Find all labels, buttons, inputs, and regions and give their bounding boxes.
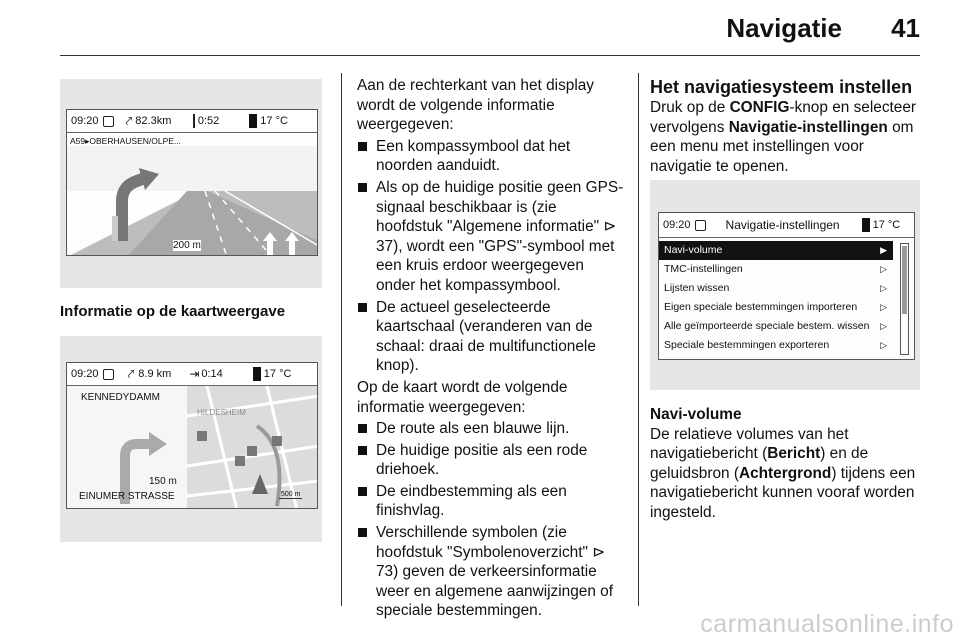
distance-icon: ⤤ bbox=[125, 113, 133, 128]
parking-icon bbox=[235, 456, 245, 466]
menu-item-clear-lists[interactable]: Lijsten wissen ▷ bbox=[659, 279, 893, 298]
clock-icon bbox=[695, 220, 706, 231]
bullet-icon bbox=[358, 424, 367, 433]
display-screen bbox=[66, 362, 318, 509]
list-item: Verschillende symbolen (zie hoofdstuk "Symbolenoverzicht" ⊳ 73) geven de verkeersinformatie weer en algemene aanwijzingen of speciale bestemmingen. bbox=[357, 523, 625, 621]
chevron-right-icon: ▷ bbox=[880, 302, 887, 312]
bullet-icon bbox=[358, 142, 367, 151]
scrollbar[interactable] bbox=[900, 243, 909, 355]
figure-settings-screen bbox=[650, 180, 920, 390]
thermometer-icon bbox=[253, 367, 261, 381]
turn-distance: 200 m bbox=[173, 240, 201, 251]
time-text: 09:20 bbox=[71, 115, 99, 127]
chevron-right-icon: ▷ bbox=[880, 340, 887, 350]
temperature-text: 17 °C bbox=[872, 219, 901, 231]
menu-item-export[interactable]: Speciale bestemmingen exporteren ▷ bbox=[659, 336, 893, 355]
paragraph: De relatieve volumes van het navigatiebericht (Bericht) en de geluidsbron (Achtergrond) tijdens een navigatiebericht kunnen vooraf worden ingesteld. bbox=[650, 425, 916, 521]
column-3-text bbox=[650, 76, 920, 176]
figure-map-screen-1 bbox=[60, 79, 322, 288]
section-heading: Het navigatiesysteem instellen bbox=[650, 77, 913, 97]
paragraph: Op de kaart wordt de volgende informatie weergegeven: bbox=[357, 378, 568, 416]
chevron-right-icon: ▷ bbox=[880, 321, 887, 331]
list-item: De actueel geselecteerde kaartschaal (veranderen van de schaal: draai de multifunctionele knop). bbox=[357, 298, 625, 376]
time-text: 09:20 bbox=[71, 368, 99, 380]
watermark: carmanualsonline.info bbox=[700, 610, 954, 638]
list-item: Een kompassymbool dat het noorden aanduidt. bbox=[357, 137, 625, 176]
page-title: Navigatie bbox=[726, 13, 842, 43]
duration-text: 0:52 bbox=[197, 115, 220, 127]
thermometer-icon bbox=[249, 114, 257, 128]
thermometer-icon bbox=[862, 218, 870, 232]
bullet-icon bbox=[358, 528, 367, 537]
figure-caption: Informatie op de kaartweergave bbox=[60, 303, 286, 320]
list-item: De eindbestemming als een finishvlag. bbox=[357, 482, 625, 521]
list-item: Als op de huidige positie geen GPS-signaal beschikbaar is (zie hoofdstuk "Algemene informatie" ⊳ 37), wordt een "GPS"-symbool met een kruis erdoor weergegeven onder het kompassymbool. bbox=[357, 178, 625, 296]
column-divider-2 bbox=[638, 73, 639, 606]
parking-icon bbox=[272, 436, 282, 446]
column-3-text-lower bbox=[650, 405, 920, 523]
subheading: Navi-volume bbox=[650, 406, 742, 423]
street-name-bottom: EINUMER STRASSE bbox=[79, 491, 175, 502]
chevron-right-icon: ▷ bbox=[880, 264, 887, 274]
chevron-right-icon: ▷ bbox=[880, 283, 887, 293]
list-item: De huidige positie als een rode driehoek. bbox=[357, 441, 625, 480]
distance-text: 82.3km bbox=[135, 115, 172, 127]
bullet-icon bbox=[358, 446, 367, 455]
menu-item-delete-imported[interactable]: Alle geïmporteerde speciale bestem. wissen ▷ bbox=[659, 317, 893, 336]
bullet-icon bbox=[358, 183, 367, 192]
scrollbar-thumb[interactable] bbox=[902, 246, 907, 314]
temperature-text: 17 °C bbox=[260, 115, 288, 127]
menu-item-navi-volume[interactable]: Navi-volume ▶ bbox=[659, 241, 893, 260]
distance-text: 8.9 km bbox=[138, 368, 172, 380]
map-city-label: HILDESHEIM bbox=[197, 408, 246, 417]
menu-item-tmc[interactable]: TMC-instellingen ▷ bbox=[659, 260, 893, 279]
temperature-text: 17 °C bbox=[263, 368, 292, 380]
status-bar bbox=[67, 110, 317, 133]
column-divider-1 bbox=[341, 73, 342, 606]
display-screen bbox=[658, 212, 915, 360]
parking-icon bbox=[197, 431, 207, 441]
time-text: 09:20 bbox=[663, 219, 691, 231]
turn-distance: 150 m bbox=[149, 476, 177, 487]
distance-icon: ⤤ bbox=[127, 366, 135, 381]
paragraph: Druk op de CONFIG-knop en selecteer vervolgens Navigatie-instellingen om een menu met instellingen voor navigatie te openen. bbox=[650, 99, 917, 175]
page-header bbox=[60, 0, 920, 56]
menu-item-import[interactable]: Eigen speciale bestemmingen importeren ▷ bbox=[659, 298, 893, 317]
column-2-text bbox=[357, 76, 625, 623]
chevron-right-icon: ▶ bbox=[880, 245, 887, 255]
display-screen bbox=[66, 109, 318, 256]
bullet-list-2 bbox=[357, 419, 625, 621]
map-scale: 500 m bbox=[281, 491, 301, 498]
screen-title: Navigatie-instellingen bbox=[725, 218, 840, 232]
arrival-icon: ⇥ bbox=[189, 367, 200, 381]
bullet-list-1 bbox=[357, 137, 625, 376]
parking-icon bbox=[247, 446, 257, 456]
paragraph: Aan de rechterkant van het display wordt de volgende informatie weergegeven: bbox=[357, 77, 594, 134]
clock-icon bbox=[103, 116, 114, 127]
route-text: A59▸OBERHAUSEN/OLPE... bbox=[70, 136, 182, 146]
list-item: De route als een blauwe lijn. bbox=[357, 419, 625, 439]
duration-text: 0:14 bbox=[201, 368, 223, 380]
figure-map-screen-2 bbox=[60, 336, 322, 542]
page-number: 41 bbox=[891, 13, 920, 43]
clock-icon bbox=[103, 369, 114, 380]
status-bar bbox=[67, 363, 317, 386]
bullet-icon bbox=[358, 303, 367, 312]
separator bbox=[193, 114, 195, 128]
settings-menu bbox=[659, 241, 893, 359]
street-name-top: KENNEDYDAMM bbox=[81, 392, 160, 403]
bullet-icon bbox=[358, 487, 367, 496]
status-bar bbox=[659, 213, 914, 238]
